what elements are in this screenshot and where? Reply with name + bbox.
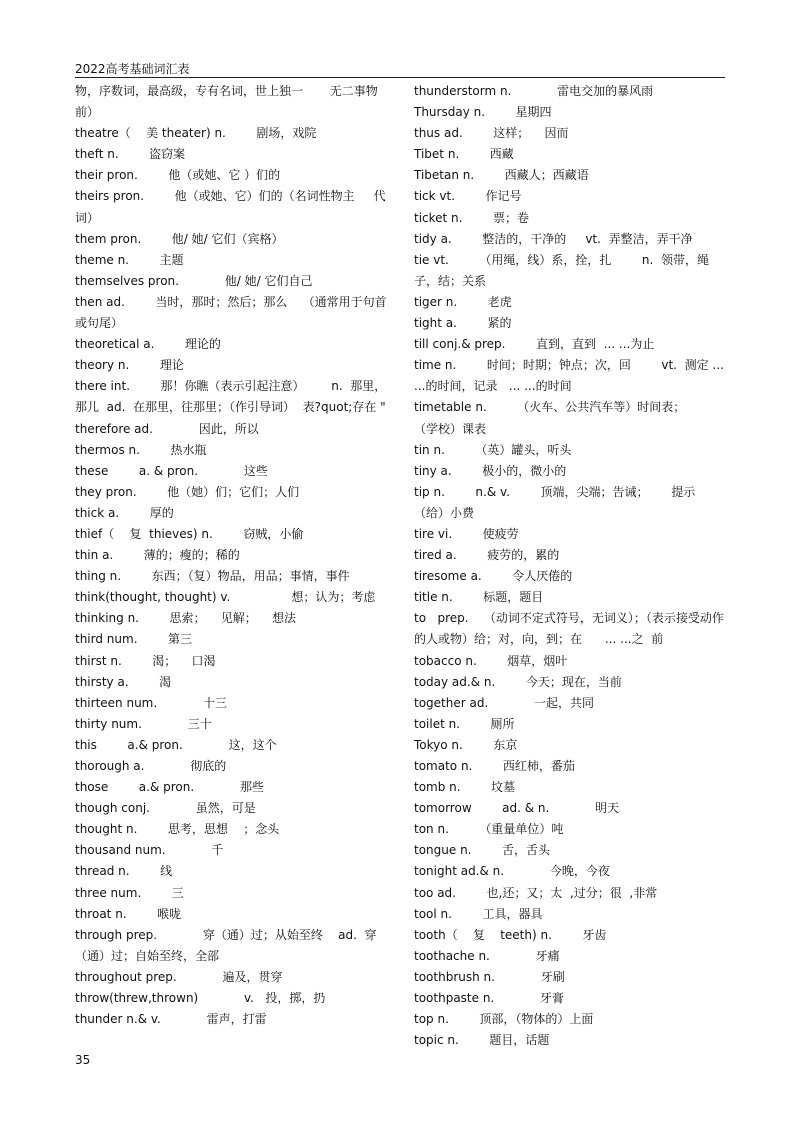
vocab-entry: toothpaste n. 牙膏 xyxy=(414,991,565,1006)
vocab-entry: third num. 第三 xyxy=(75,632,193,647)
right-column xyxy=(414,81,726,1051)
vocab-entry: them pron. 他/ 她/ 它们（宾格） xyxy=(75,231,284,246)
vocab-entry: throw(threw,thrown) v. 投，掷，扔 xyxy=(75,991,326,1006)
vocab-entry: Tibet n. 西藏 xyxy=(414,147,514,162)
vocab-entry: throat n. 喉咙 xyxy=(75,906,182,921)
vocab-entry: thirsty a. 渴 xyxy=(75,674,172,689)
vocab-entry: tiger n. 老虎 xyxy=(414,294,512,309)
vocab-entry: ton n. （重量单位）吨 xyxy=(414,822,564,837)
vocab-entry: theatre（ 美 theater) n. 剧场，戏院 xyxy=(75,126,317,141)
vocab-entry: tin n. （英）罐头，听头 xyxy=(414,442,572,457)
vocab-entry: therefore ad. 因此，所以 xyxy=(75,421,259,436)
vocab-entry: toothbrush n. 牙刷 xyxy=(414,969,565,984)
vocab-entry: tiny a. 极小的，微小的 xyxy=(414,463,567,478)
vocab-entry: tiresome a. 令人厌倦的 xyxy=(414,569,573,584)
vocab-entry: Tokyo n. 东京 xyxy=(414,737,518,752)
vocab-entry: Thursday n. 星期四 xyxy=(414,105,552,120)
vocab-entry: their pron. 他（或她、它 ）们的 xyxy=(75,168,281,183)
vocab-entry: tomb n. 坟墓 xyxy=(414,780,516,795)
vocab-entry: title n. 标题，题目 xyxy=(414,590,544,605)
vocab-entry: 物，序数词，最高级，专有名词，世上独一 无二事物前） xyxy=(75,84,378,120)
page-number: 35 xyxy=(75,1053,91,1067)
vocab-entry: tip n. n.& v. 顶端，尖端；告诫； 提示 （给）小费 xyxy=(414,484,700,520)
vocab-entry: thirty num. 三十 xyxy=(75,716,212,731)
vocab-entry: theft n. 盗窃案 xyxy=(75,147,186,162)
vocab-entry: thinking n. 思索； 见解； 想法 xyxy=(75,611,297,626)
vocab-entry: toilet n. 厕所 xyxy=(414,716,515,731)
vocab-entry: thermos n. 热水瓶 xyxy=(75,442,207,457)
header-divider xyxy=(75,77,725,78)
vocab-entry: today ad.& n. 今天；现在，当前 xyxy=(414,674,622,689)
vocab-entry: tired a. 疲劳的，累的 xyxy=(414,548,560,563)
vocab-entry: thick a. 厚的 xyxy=(75,505,174,520)
left-column xyxy=(75,81,393,1030)
vocab-entry: though conj. 虽然，可是 xyxy=(75,801,256,816)
vocab-entry: tooth（ 复 teeth) n. 牙齿 xyxy=(414,927,607,942)
vocab-entry: think(thought, thought) v. 想；认为；考虑 xyxy=(75,590,376,605)
vocab-entry: time n. 时间；时期；钟点；次，回 vt. 测定 ... ...的时间，记录 ... ...的时间 xyxy=(414,358,728,394)
vocab-entry: there int. 那！你瞧（表示引起注意） n. 那里，那儿 ad. 在那里，往那里；（作引导词） 表?quot;存在 " xyxy=(75,379,387,415)
vocab-entry: tongue n. 舌，舌头 xyxy=(414,843,551,858)
vocab-entry: then ad. 当时，那时；然后；那么 （通常用于句首或句尾） xyxy=(75,294,387,331)
vocab-entry: tool n. 工具，器具 xyxy=(414,906,543,921)
vocab-entry: they pron. 他（她）们；它们；人们 xyxy=(75,484,300,499)
vocab-entry: this a.& pron. 这，这个 xyxy=(75,737,277,752)
vocab-entry: thirteen num. 十三 xyxy=(75,695,227,710)
vocab-entry: tight a. 紧的 xyxy=(414,316,512,331)
vocab-entry: tire vi. 使疲劳 xyxy=(414,526,519,541)
vocab-entry: together ad. 一起，共同 xyxy=(414,695,595,710)
vocab-entry: three num. 三 xyxy=(75,885,184,900)
vocab-entry: to prep. （动词不定式符号，无词义）；（表示接受动作的人或物）给；对，向，到；在 ... ...之 前 xyxy=(414,611,724,647)
vocab-entry: till conj.& prep. 直到，直到 ... ...为止 xyxy=(414,337,655,352)
vocab-entry: theoretical a. 理论的 xyxy=(75,337,221,352)
vocab-entry: thirst n. 渴； 口渴 xyxy=(75,653,216,668)
vocab-entry: thousand num. 千 xyxy=(75,843,224,858)
vocab-entry: ticket n. 票；卷 xyxy=(414,210,529,225)
vocab-entry: throughout prep. 遍及，贯穿 xyxy=(75,969,283,984)
vocab-entry: tonight ad.& n. 今晚，今夜 xyxy=(414,864,610,879)
vocab-entry: theirs pron. 他（或她、它）们的（名词性物主 代词） xyxy=(75,189,386,225)
vocab-entry: top n. 顶部，（物体的）上面 xyxy=(414,1012,594,1027)
vocab-entry: thing n. 东西；（复）物品，用品；事情，事件 xyxy=(75,569,350,584)
vocab-entry: timetable n. （火车、公共汽车等）时间表； （学校）课表 xyxy=(414,400,712,436)
vocab-entry: thunder n.& v. 雷声，打雷 xyxy=(75,1012,267,1027)
vocab-entry: thread n. 线 xyxy=(75,864,173,879)
vocab-entry: tie vt. （用绳，线）系，拴，扎 n. 领带，绳子，结；关系 xyxy=(414,252,709,288)
vocab-entry: thorough a. 彻底的 xyxy=(75,759,227,773)
vocab-entry: tick vt. 作记号 xyxy=(414,189,522,204)
vocab-entry: through prep. 穿（通）过；从始至终 ad. 穿（通）过；自始至终，全部 xyxy=(75,927,377,963)
vocab-entry: these a. & pron. 这些 xyxy=(75,463,268,478)
vocab-entry: too ad. 也,还；又；太 ,过分；很 ,非常 xyxy=(414,885,658,900)
vocab-entry: thought n. 思考，思想 ；念头 xyxy=(75,822,280,837)
vocab-entry: thief（ 复 thieves) n. 窃贼，小偷 xyxy=(75,526,304,541)
vocab-entry: tobacco n. 烟草，烟叶 xyxy=(414,653,568,668)
vocab-entry: tomato n. 西红柿，番茄 xyxy=(414,759,575,773)
vocab-entry: topic n. 题目，话题 xyxy=(414,1033,550,1048)
page-header-title: 2022高考基础词汇表 xyxy=(75,62,190,76)
vocab-entry: theme n. 主题 xyxy=(75,252,184,267)
vocab-entry: thunderstorm n. 雷电交加的暴风雨 xyxy=(414,84,654,98)
vocab-entry: thus ad. 这样； 因而 xyxy=(414,126,569,141)
vocab-entry: tomorrow ad. & n. 明天 xyxy=(414,801,620,816)
vocab-entry: thin a. 薄的；瘦的；稀的 xyxy=(75,548,240,563)
vocab-entry: tidy a. 整洁的，干净的 vt. 弄整洁，弄干净 xyxy=(414,231,693,246)
vocab-entry: theory n. 理论 xyxy=(75,358,184,373)
vocab-entry: themselves pron. 他/ 她/ 它们自己 xyxy=(75,273,313,288)
vocab-entry: Tibetan n. 西藏人；西藏语 xyxy=(414,168,589,183)
vocab-entry: those a.& pron. 那些 xyxy=(75,780,264,795)
vocab-entry: toothache n. 牙痛 xyxy=(414,948,560,963)
